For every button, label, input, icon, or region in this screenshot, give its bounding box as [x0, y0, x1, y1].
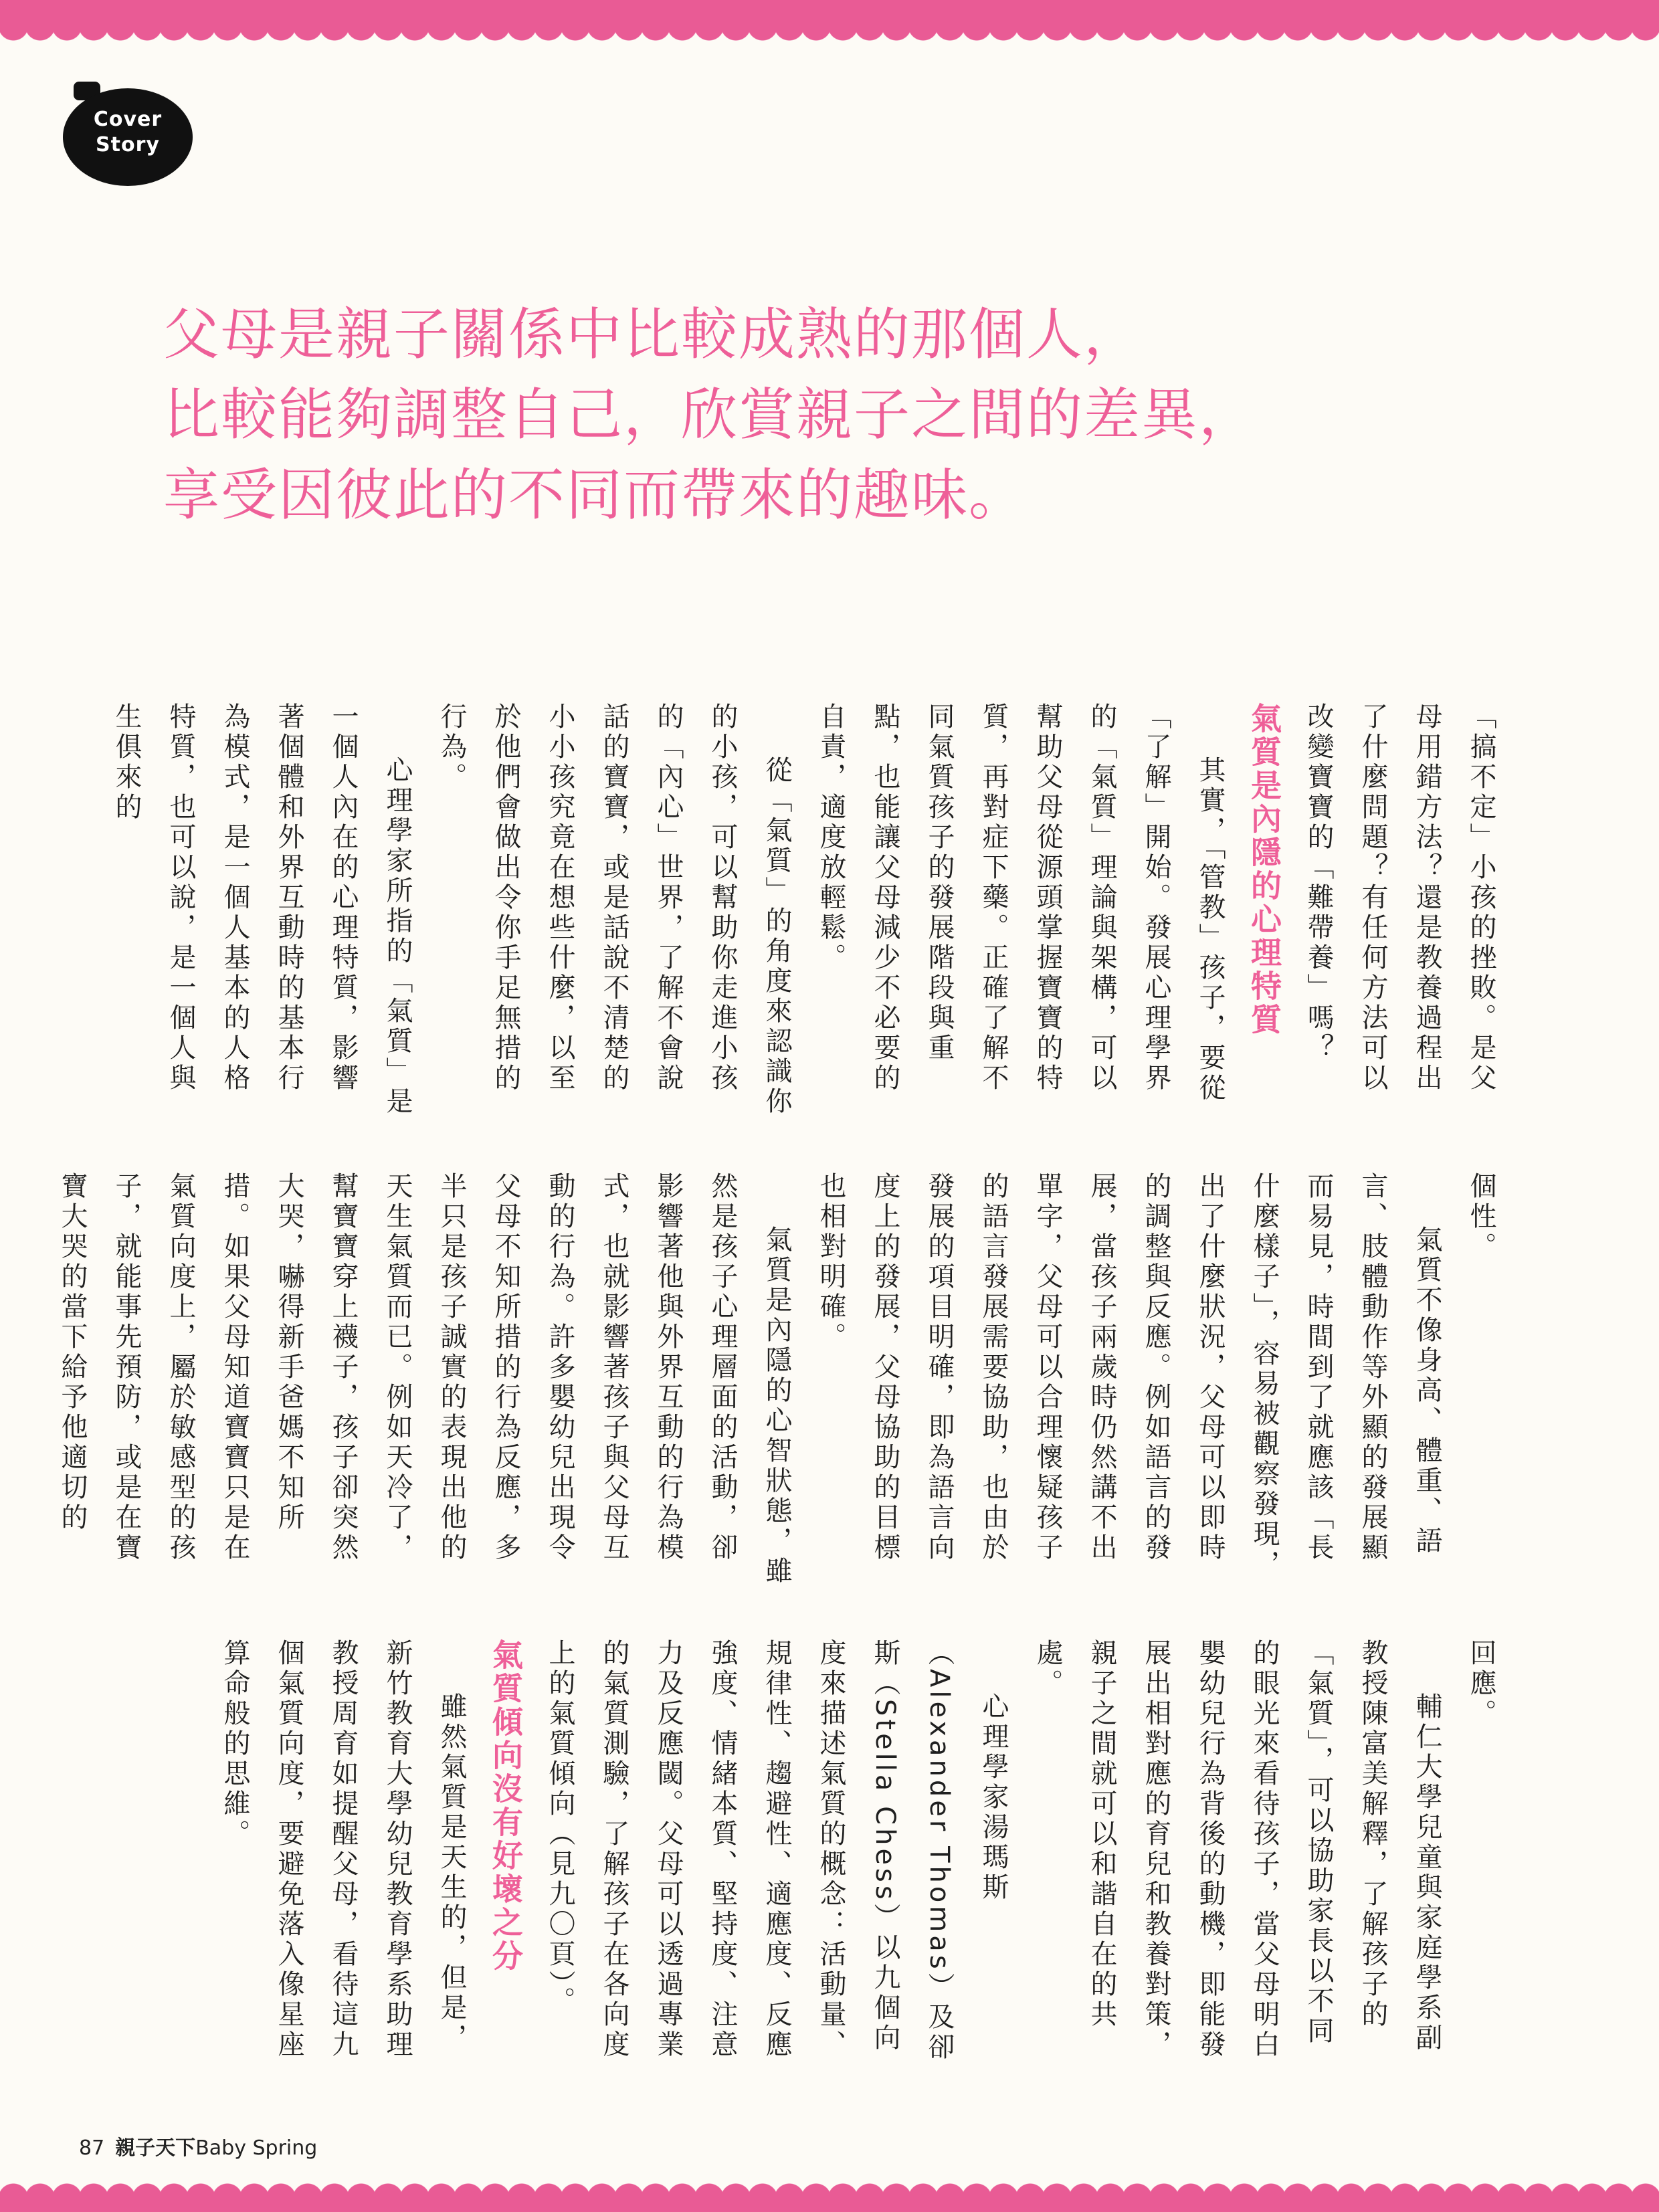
paragraph: 氣質不像身高、體重、語言、肢體動作等外顯的發展顯而易見，時間到了就應該「長什麼樣子」，容易被觀察發現，出了什麼狀況，父母可以即時的調整與反應。例如語言的發展，當孩子兩歲時仍然講不出單字，父母可以合理懷疑孩子的語言發展需要協助，也由於發展的項目明確，即為語言向度上的發展，父母協助的目標也相對明確。 — [815, 1172, 1442, 1580]
paragraph: 心理學家所指的「氣質」是一個人內在的心理特質，影響著個體和外界互動時的基本行為模式，是一個人基本的人格特質，也可以說，是一個人與生俱來的 — [111, 702, 413, 1117]
pull-quote — [163, 294, 1367, 535]
pull-quote-line-2: 比較能夠調整自己，欣賞親子之間的差異， — [163, 382, 1257, 447]
section-heading: 氣質是內隱的心理特質 — [1246, 702, 1282, 1037]
paragraph: 個性。 — [1466, 1172, 1496, 1262]
paragraph: 雖然氣質是天生的，但是，新竹教育大學幼兒教育學系助理教授周育如提醒父母，看待這九個氣質向度，要避免落入像星座算命般的思維。 — [219, 1639, 467, 2060]
magazine-name: 親子天下 — [115, 2136, 196, 2160]
paragraph: 心理學家湯瑪斯（Alexander Thomas）及卻斯（Stella Chess）以九個向度來描述氣質的概念：活動量、規律性、趨避性、適應度、反應強度、情緒本質、堅持度、注意力及反應閾。父母可以透過專業的氣質測驗，了解孩子在各向度上的氣質傾向（見九〇頁）。 — [545, 1639, 1009, 2063]
badge-line-2: Story — [96, 133, 160, 157]
section-heading: 氣質傾向沒有好壞之分 — [488, 1639, 524, 1973]
paragraph: 「搞不定」小孩的挫敗。是父母用錯方法？還是教養過程出了什麼問題？有任何方法可以改變寶寶的「難帶養」嗎？ — [1303, 702, 1496, 1094]
article-block-1 — [99, 702, 1508, 1117]
article-block-2 — [45, 1172, 1508, 1587]
paragraph: 回應。 — [1466, 1639, 1496, 1729]
page-number: 87 — [79, 2136, 105, 2160]
article-block-3 — [207, 1639, 1508, 2067]
pull-quote-line-1: 父母是親子關係中比較成熟的那個人， — [163, 302, 1142, 367]
badge-label — [63, 107, 193, 158]
badge-line-1: Cover — [93, 108, 163, 131]
cover-story-badge — [63, 82, 193, 186]
bottom-scallop-border — [0, 2179, 1659, 2212]
paragraph: 氣質是內隱的心智狀態，雖然是孩子心理層面的活動，卻影響著他與外界互動的行為模式，也就影響著孩子與父母互動的行為。許多嬰幼兒出現令父母不知所措的行為反應，多半只是孩子誠實的表現出他的天生氣質而已。例如天冷了，幫寶寶穿上襪子，孩子卻突然大哭，嚇得新手爸媽不知所措。如果父母知道寶寶只是在氣質向度上，屬於敏感型的孩子，就能事先預防，或是在寶寶大哭的當下給予他適切的 — [57, 1172, 792, 1587]
top-scallop-border — [0, 0, 1659, 47]
pull-quote-line-3: 享受因彼此的不同而帶來的趣味。 — [163, 462, 1027, 528]
magazine-edition: Baby Spring — [195, 2136, 318, 2160]
paragraph: 從「氣質」的角度來認識你的小孩，可以幫助你走進小孩的「內心」世界，了解不會說話的寶寶，或是話說不清楚的小小孩究竟在想些什麼，以至於他們會做出令你手足無措的行為。 — [436, 702, 792, 1117]
page-footer — [79, 2131, 317, 2160]
paragraph: 輔仁大學兒童與家庭學系副教授陳富美解釋，了解孩子的「氣質」，可以協助家長以不同的眼光來看待孩子，當父母明白嬰幼兒行為背後的動機，即能發展出相對應的育兒和教養對策，親子之間就可以和諧自在的共處。 — [1032, 1639, 1442, 2060]
paragraph: 其實，「管教」孩子，要從「了解」開始。發展心理學界的「氣質」理論與架構，可以幫助父母從源頭掌握寶寶的特質，再對症下藥。正確了解不同氣質孩子的發展階段與重點，也能讓父母減少不必要的自責，適度放輕鬆。 — [815, 702, 1226, 1104]
